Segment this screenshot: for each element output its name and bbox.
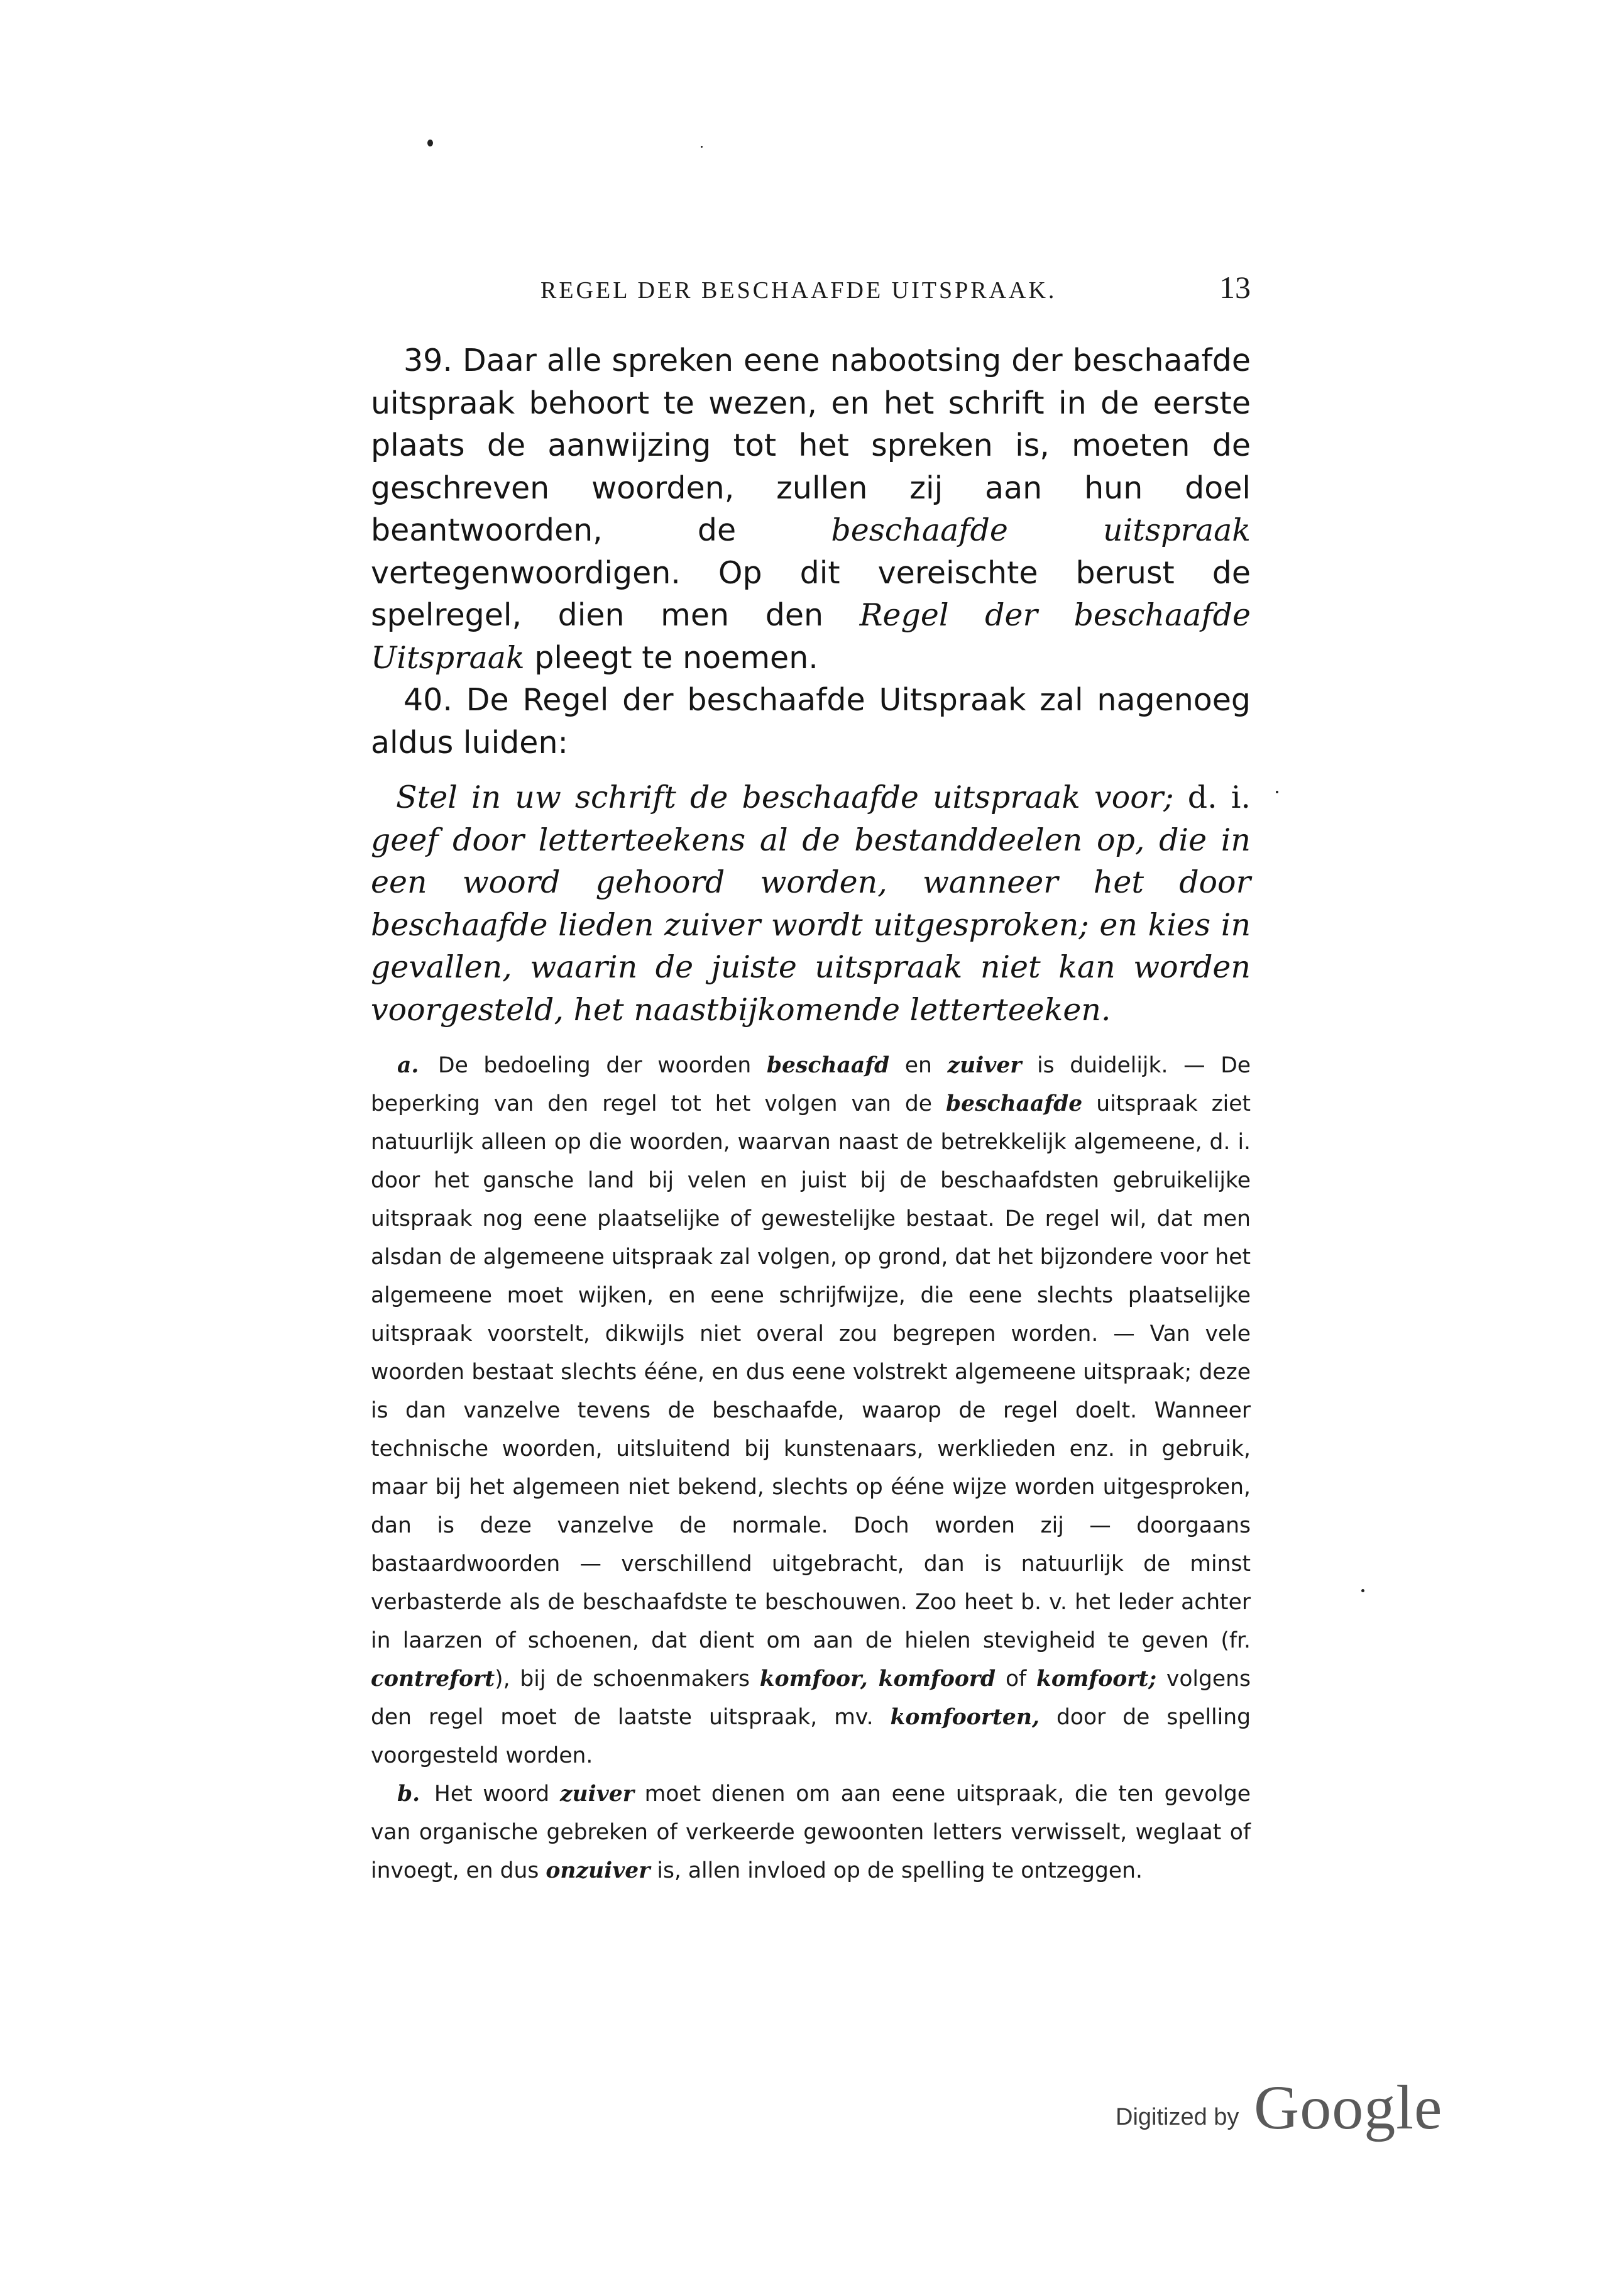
note-emphasis: komfoorten, <box>890 1705 1040 1730</box>
running-head <box>371 270 1257 314</box>
rule-text: Stel in uw schrift de beschaafde uitspraak voor; <box>396 779 1174 815</box>
section-number: 39. <box>403 343 453 378</box>
scan-speck <box>1361 1589 1364 1592</box>
spelling-rule <box>371 776 1251 1031</box>
emphasis-text: beschaafde uitspraak <box>831 512 1251 548</box>
note-b <box>371 1775 1251 1890</box>
note-emphasis: onzuiver <box>546 1858 650 1883</box>
rule-abbreviation: d. i. <box>1187 779 1251 815</box>
note-text: moet dienen om aan eene uitspraak, die ten gevolge van organische gebreken of verkeerde gewoonten letters verwisselt, weglaat of invoegt, en dus <box>371 1781 1251 1883</box>
note-emphasis: zuiver <box>947 1053 1022 1078</box>
note-label: a. <box>397 1053 419 1078</box>
scan-speck <box>427 140 433 146</box>
note-emphasis: komfoor, komfoord <box>759 1666 996 1692</box>
footnotes <box>371 1047 1251 1890</box>
note-text: of <box>1005 1666 1027 1692</box>
digitized-watermark <box>1116 2073 1468 2147</box>
note-emphasis: zuiver <box>559 1781 634 1807</box>
paragraph-text: vertegenwoordigen. Op dit vereischte berust de spelregel, dien men den <box>371 554 1251 633</box>
paragraph-text: pleegt te noemen. <box>534 639 818 676</box>
note-text: door de spelling voorgesteld worden. <box>371 1705 1251 1768</box>
note-text: volgens den regel moet de laatste uitspraak, mv. <box>371 1666 1251 1730</box>
paragraph-text: De Regel der beschaafde Uitspraak zal nagenoeg aldus luiden: <box>371 682 1251 761</box>
note-text: ), bij de schoenmakers <box>495 1666 750 1692</box>
rule-text: geef door letterteekens al de bestanddeelen op, die in een woord gehoord worden, wanneer het door beschaafde lieden zuiver wordt uitgesproken; en kies in gevallen, waarin de juiste uitspraak niet kan worden voorgesteld, het naastbijkomende letterteeken. <box>371 822 1251 1028</box>
note-text: en <box>904 1053 932 1078</box>
note-emphasis: contrefort <box>371 1666 495 1692</box>
paragraph-40 <box>371 679 1251 764</box>
note-emphasis: beschaafde <box>946 1091 1083 1116</box>
note-emphasis: komfoort; <box>1036 1666 1157 1692</box>
note-text: is, allen invloed op de spelling te ontzeggen. <box>657 1858 1143 1883</box>
section-number: 40. <box>403 682 453 718</box>
paragraph-text: Daar alle spreken eene nabootsing der beschaafde uitspraak behoort te wezen, en het schrift in de eerste plaats de aanwijzing tot het spreken is, moeten de geschreven woorden, zullen zij aan hun doel beantwoorden, de <box>371 343 1251 548</box>
scan-speck <box>701 146 703 148</box>
note-text: Het woord <box>434 1781 550 1807</box>
note-text: uitspraak ziet natuurlijk alleen op die woorden, waarvan naast de betrekkelijk algemeene, d. i. door het gansche land bij velen en juist bij de beschaafdsten gebruikelijke uitspraak nog eene plaatselijke of gewestelijke bestaat. De regel wil, dat men alsdan de algemeene uitspraak zal volgen, op grond, dat het bijzondere voor het algemeene moet wijken, en eene schrijfwijze, die eene slechts plaatselijke uitspraak voorstelt, dikwijls niet overal zou begrepen worden. — Van vele woorden bestaat slechts ééne, en dus eene volstrekt algemeene uitspraak; deze is dan vanzelve tevens de beschaafde, waarop de regel doelt. Wanneer technische woorden, uitsluitend bij kunstenaars, werklieden enz. in gebruik, maar bij het algemeen niet bekend, slechts op ééne wijze worden uitgesproken, dan is deze vanzelve de normale. Doch worden zij — doorgaans bastaardwoorden — verschillend uitgebracht, dan is natuurlijk de minst verbasterde als de beschaafdste te beschouwen. Zoo heet b. v. het leder achter in laarzen of schoenen, dat dient om aan de hielen stevigheid te geven (fr. <box>371 1091 1251 1653</box>
paragraph-39 <box>371 339 1251 679</box>
note-a <box>371 1047 1251 1775</box>
note-emphasis: beschaafd <box>766 1053 890 1078</box>
note-text: De bedoeling der woorden <box>438 1053 752 1078</box>
watermark-logo: Google <box>1254 2073 1443 2142</box>
watermark-caption: Digitized by <box>1116 2104 1239 2130</box>
scan-speck <box>1276 791 1278 793</box>
page-number: 13 <box>1219 270 1251 305</box>
main-text <box>371 339 1251 1062</box>
note-text: is duidelijk. — De beperking van den regel tot het volgen van de <box>371 1053 1251 1116</box>
emphasis-text: Regel der beschaafde Uitspraak <box>371 597 1251 676</box>
running-title: REGEL DER BESCHAAFDE UITSPRAAK. <box>540 277 1057 304</box>
note-label: b. <box>397 1781 420 1807</box>
